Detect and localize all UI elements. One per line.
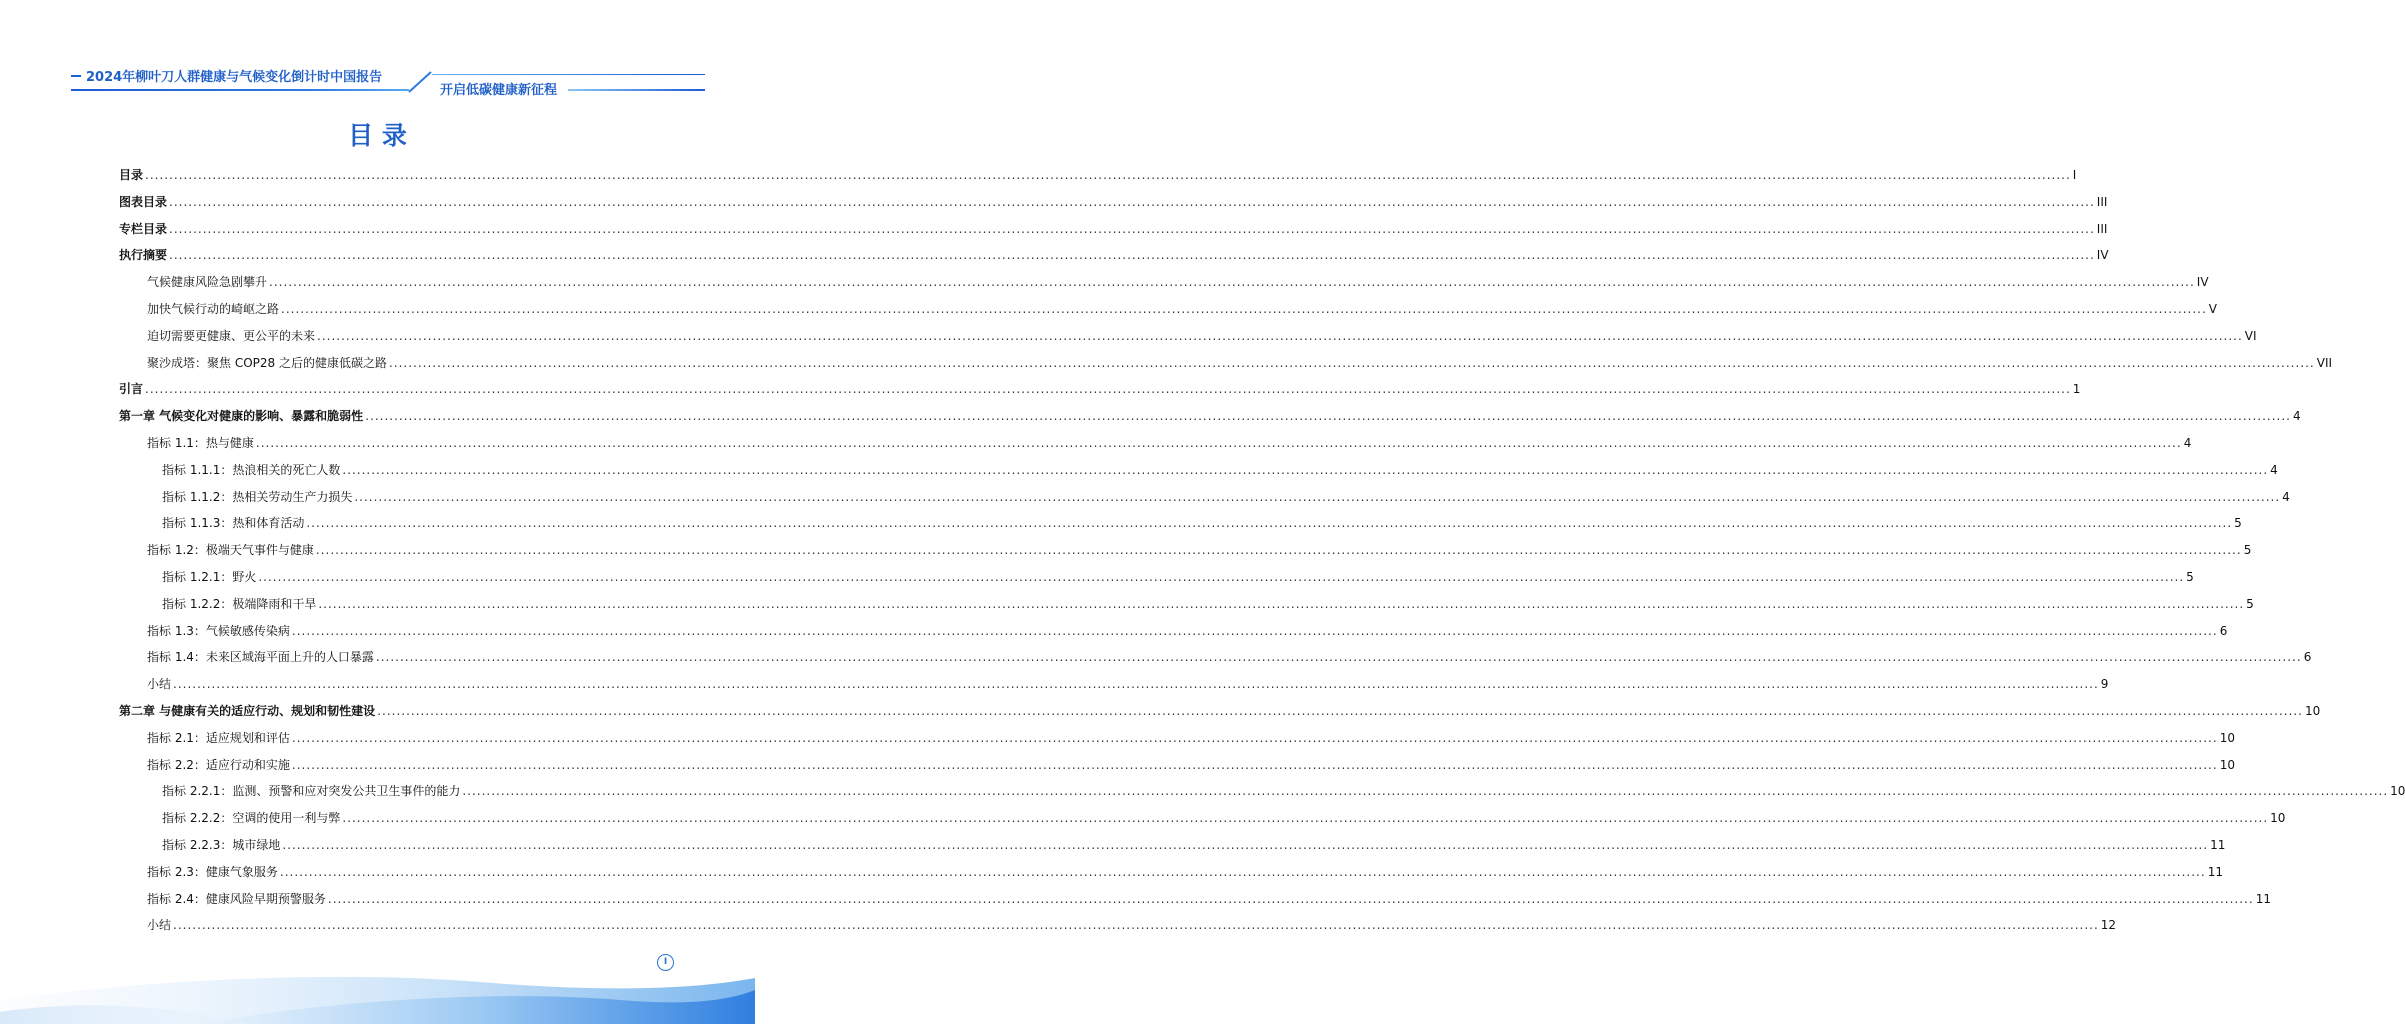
toc-entry-label: 指标 1.2：极端天气事件与健康 [147,543,314,558]
toc-entry-label: 指标 2.2：适应行动和实施 [147,757,290,772]
toc-entry-label: 指标 2.4：健康风险早期预警服务 [147,891,326,906]
toc-leader-dots: ................................................................................................................................................................................................................................................................................................................................................................................................................ [258,570,2185,584]
toc-leader-dots: ................................................................................................................................................................................................................................................................................................................................................................................................................ [169,194,2095,209]
toc-entry[interactable] [147,296,2218,322]
toc-leader-dots: ................................................................................................................................................................................................................................................................................................................................................................................................................ [318,596,2245,611]
toc-entry-label: 指标 2.2.2：空调的使用一利与弊 [162,811,341,826]
toc-entry-label: 聚沙成塔：聚焦 COP28 之后的健康低碳之路 [147,355,387,370]
toc-entry-page: 10 [2219,757,2235,772]
toc-entry-page: 5 [2186,570,2194,584]
toc-entry-label: 指标 1.4：未来区域海平面上升的人口暴露 [147,650,374,665]
toc-leader-dots: ................................................................................................................................................................................................................................................................................................................................................................................................................ [342,811,2269,826]
toc-entry[interactable] [147,671,2109,697]
toc-entry-page: III [2096,194,2108,209]
toc-entry-label: 目录 [119,168,144,182]
toc-entry[interactable] [147,618,2228,644]
toc-entry-label: 指标 2.2.3：城市绿地 [162,838,281,852]
report-slogan: 开启低碳健康新征程 [440,83,558,98]
toc-entry-page: III [2096,221,2108,236]
toc-entry[interactable] [162,591,2254,617]
header-dash [71,75,81,77]
toc-entry[interactable] [119,162,2077,188]
toc-entry-page: 11 [2210,838,2226,852]
header-rule-right [432,74,705,75]
toc-leader-dots: ................................................................................................................................................................................................................................................................................................................................................................................................................ [169,221,2095,236]
toc-entry-page: IV [2196,275,2209,290]
toc-leader-dots: ................................................................................................................................................................................................................................................................................................................................................................................................................ [281,302,2207,316]
toc-entry[interactable] [119,242,2109,268]
toc-entry-label: 小结 [147,677,172,692]
toc-entry-page: 9 [2100,677,2109,692]
toc-entry-label: 指标 1.2.1：野火 [162,570,257,584]
toc-entry-label: 气候健康风险急剧攀升 [147,275,268,290]
toc-leader-dots: ................................................................................................................................................................................................................................................................................................................................................................................................................ [342,462,2269,477]
toc-entry-page: 5 [2243,543,2252,558]
toc-entry-label: 指标 2.1：适应规划和评估 [147,730,290,745]
toc-leader-dots: ................................................................................................................................................................................................................................................................................................................................................................................................................ [145,168,2071,182]
toc-entry-page: 6 [2219,623,2228,638]
toc-entry-page: VI [2244,328,2257,343]
toc-entry[interactable] [147,323,2257,349]
toc-entry-page: 11 [2207,864,2223,879]
toc-leader-dots: ................................................................................................................................................................................................................................................................................................................................................................................................................ [269,275,2195,290]
toc-entry-page: 10 [2304,704,2321,718]
toc-entry[interactable] [162,805,2286,831]
toc-entry-label: 指标 1.1：热与健康 [147,436,254,450]
toc-entry[interactable] [147,752,2235,778]
toc-entry-label: 第二章 与健康有关的适应行动、规划和韧性建设 [119,704,376,718]
toc-leader-dots: ................................................................................................................................................................................................................................................................................................................................................................................................................ [375,650,2302,665]
toc-entry-page: V [2208,302,2218,316]
toc-entry-page: 4 [2292,409,2301,424]
toc-leader-dots: ................................................................................................................................................................................................................................................................................................................................................................................................................ [282,838,2209,852]
toc-entry[interactable] [119,698,2321,724]
toc-entry-label: 指标 1.1.1：热浪相关的死亡人数 [162,462,341,477]
toc-leader-dots: ................................................................................................................................................................................................................................................................................................................................................................................................................ [354,489,2281,504]
toc-leader-dots: ................................................................................................................................................................................................................................................................................................................................................................................................................ [291,730,2218,745]
toc-entry-label: 引言 [119,382,144,397]
toc-entry-page: 5 [2234,516,2242,531]
toc-entry-label: 小结 [147,918,172,933]
toc-entry-page: I [2072,168,2077,182]
toc-entry-label: 第一章 气候变化对健康的影响、暴露和脆弱性 [119,409,364,424]
toc-entry-page: VII [2316,355,2333,370]
toc-leader-dots: ................................................................................................................................................................................................................................................................................................................................................................................................................ [169,248,2095,263]
toc-entry-page: 1 [2072,382,2081,397]
toc-entry[interactable] [147,859,2223,885]
toc-leader-dots: ................................................................................................................................................................................................................................................................................................................................................................................................................ [377,704,2303,718]
toc-entry-label: 指标 1.1.2：热相关劳动生产力损失 [162,489,353,504]
toc-entry[interactable] [162,510,2242,536]
toc-entry-page: 10 [2219,730,2235,745]
toc-entry-page: 12 [2100,918,2117,933]
toc-leader-dots: ................................................................................................................................................................................................................................................................................................................................................................................................................ [317,328,2243,343]
toc-entry[interactable] [147,269,2209,295]
toc-entry[interactable] [147,537,2252,563]
toc-entry-label: 加快气候行动的崎岖之路 [147,302,280,316]
toc-entry[interactable] [119,189,2108,215]
toc-entry-label: 指标 1.2.2：极端降雨和干旱 [162,596,317,611]
report-title: 2024年柳叶刀人群健康与气候变化倒计时中国报告 [86,70,383,85]
toc-entry-label: 指标 1.1.3：热和体育活动 [162,516,305,531]
toc-entry[interactable] [162,778,2405,804]
toc-entry[interactable] [147,886,2271,912]
toc-leader-dots: ................................................................................................................................................................................................................................................................................................................................................................................................................ [462,784,2389,799]
header-slash-icon [407,68,433,94]
toc-entry-page: 11 [2255,891,2271,906]
toc-entry-page: 10 [2270,811,2286,826]
toc-leader-dots: ................................................................................................................................................................................................................................................................................................................................................................................................................ [315,543,2242,558]
toc-entry[interactable] [147,725,2235,751]
toc-leader-dots: ................................................................................................................................................................................................................................................................................................................................................................................................................ [173,677,2099,692]
page-number: I [657,954,674,971]
toc-leader-dots: ................................................................................................................................................................................................................................................................................................................................................................................................................ [145,382,2071,397]
toc-entry[interactable] [147,912,2117,938]
toc-entry-label: 图表目录 [119,194,168,209]
toc-entry[interactable] [119,376,2081,402]
toc-leader-dots: ................................................................................................................................................................................................................................................................................................................................................................................................................ [388,355,2315,370]
toc-entry-page: 4 [2282,489,2290,504]
toc-entry-page: 4 [2183,436,2192,450]
header-rule-left [71,89,409,91]
toc-entry-page: IV [2096,248,2109,263]
toc-entry-label: 指标 1.3：气候敏感传染病 [147,623,290,638]
toc-entry-label: 迫切需要更健康、更公平的未来 [147,328,316,343]
toc-entry[interactable] [147,430,2192,456]
toc-leader-dots: ................................................................................................................................................................................................................................................................................................................................................................................................................ [255,436,2182,450]
toc-leader-dots: ................................................................................................................................................................................................................................................................................................................................................................................................................ [291,623,2218,638]
toc-leader-dots: ................................................................................................................................................................................................................................................................................................................................................................................................................ [306,516,2233,531]
toc-entry-page: 4 [2270,462,2278,477]
toc-entry-page: 10 [2390,784,2405,799]
toc-leader-dots: ................................................................................................................................................................................................................................................................................................................................................................................................................ [365,409,2291,424]
toc-entry-page: 5 [2246,596,2254,611]
toc-entry-label: 指标 2.2.1：监测、预警和应对突发公共卫生事件的能力 [162,784,461,799]
toc-entry[interactable] [162,484,2290,510]
toc-entry[interactable] [119,403,2301,429]
toc-entry[interactable] [162,457,2278,483]
footer-wave-decoration [0,960,755,1024]
toc-entry[interactable] [147,644,2312,670]
toc-entry[interactable] [119,216,2108,242]
page-title: 目 录 [348,121,407,150]
toc-leader-dots: ................................................................................................................................................................................................................................................................................................................................................................................................................ [291,757,2218,772]
toc-entry[interactable] [147,350,2333,376]
header-rule-right-lower [568,89,705,91]
toc-entry-label: 专栏目录 [119,221,168,236]
toc-leader-dots: ................................................................................................................................................................................................................................................................................................................................................................................................................ [279,864,2206,879]
toc-leader-dots: ................................................................................................................................................................................................................................................................................................................................................................................................................ [327,891,2254,906]
toc-entry-page: 6 [2303,650,2312,665]
toc-entry[interactable] [162,832,2226,858]
toc-leader-dots: ................................................................................................................................................................................................................................................................................................................................................................................................................ [173,918,2099,933]
toc-entry-label: 执行摘要 [119,248,168,263]
toc-entry-label: 指标 2.3：健康气象服务 [147,864,278,879]
toc-entry[interactable] [162,564,2194,590]
